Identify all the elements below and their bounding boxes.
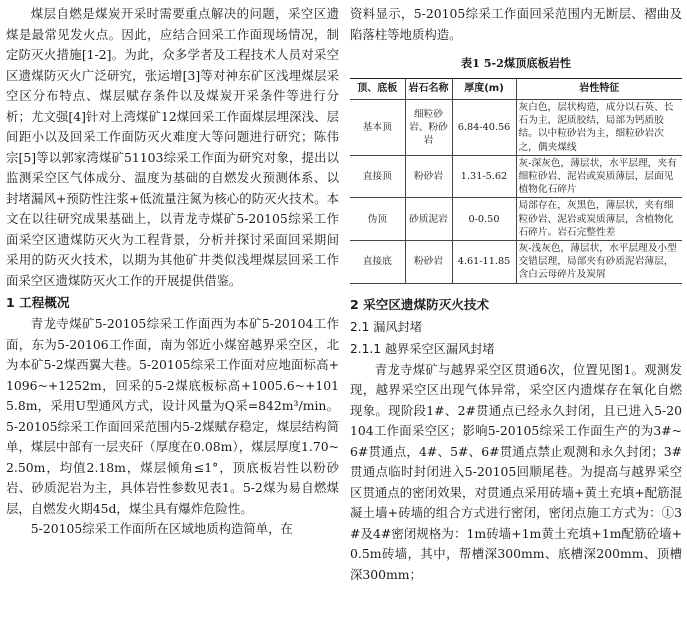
rock-property-table xyxy=(350,78,682,284)
section-2-1-heading: 2.1 漏风封堵 xyxy=(350,319,423,334)
table-row xyxy=(350,155,682,198)
table-cell-layer: 直接顶 xyxy=(350,155,405,198)
table-header-row xyxy=(350,79,682,100)
left-column xyxy=(6,4,339,540)
right-column xyxy=(350,4,682,585)
table-cell-thickness: 6.84-40.56 xyxy=(452,100,516,156)
section-2-1-1-paragraph: 青龙寺煤矿与越界采空区贯通6次，位置见图1。观测发现，越界采空区出现气体异常，采空区内遗煤存在氧化自燃现象。现阶段1#、2#贯通点已经永久封闭，且已进入5-20104工作面采空区；影响5-20105综采工作面生产的为3#~6#贯通点，4#、5#、6#贯通点禁止观测和永久封闭；3#贯通点临时封闭进入5-20105回顺尾巷。为提高与越界采空区贯通点的密闭效果，对贯通点采用砖墙+黄土充填+配筋混凝土墙+砖墙的组合方式进行密闭，密闭点施工方式为：①3#及4#密闭规格为：1m砖墙+1m黄土充填+1m配筋砼墙+0.5m砖墙，其中，帮槽深300mm、底槽深200mm、顶槽深300mm； xyxy=(350,361,682,582)
table-cell-feature: 局部存在，灰黑色，薄层状，夹有细粒砂岩、泥岩或炭质薄层，含植物化石碎片。岩石完整性差 xyxy=(516,198,682,241)
table-caption: 表1 5-2煤顶底板岩性 xyxy=(460,56,572,70)
table-header-cell: 岩性特征 xyxy=(516,79,682,100)
table-header-cell: 厚度(m) xyxy=(452,79,516,100)
table-header-cell: 岩石名称 xyxy=(405,79,452,100)
section-1-paragraph: 青龙寺煤矿5-20105综采工作面西为本矿5-20104工作面，东为5-20106工作面，南为邻近小煤窑越界采空区，北为本矿5-2煤西翼大巷。5-20105综采工作面对应地面标高+1096~+1252m，回采的5-2煤底板标高+1005.6~+1015.8m，采用U型通风方式，设计风量为Q采=842m³/min。5-20105综采工作面回采范围内5-2煤赋存稳定，煤层结构简单，煤层中部有一层夹矸（厚度在0.08m），煤层厚度1.70~2.50m，均值2.18m，煤层倾角≤1°，顶底板岩性以粉砂岩、砂质泥岩为主，具体岩性参数见表1。5-2煤为易自燃煤层，自燃发火期45d，煤尘具有爆炸危险性。 xyxy=(6,316,339,516)
table-row xyxy=(350,198,682,241)
table-cell-thickness: 0-0.50 xyxy=(452,198,516,241)
rock-property-table-wrapper xyxy=(350,78,682,284)
table-cell-rock: 砂质泥岩 xyxy=(405,198,452,241)
section-1-heading: 1 工程概况 xyxy=(6,295,70,310)
table-row xyxy=(350,241,682,284)
right-top-paragraph: 资料显示，5-20105综采工作面回采范围内无断层、褶曲及陷落柱等地质构造。 xyxy=(350,6,682,42)
intro-paragraph: 煤层自燃是煤炭开采时需要重点解决的问题，采空区遗煤是最常见发火点。因此，应结合回采工作面现场情况，制定防灭火措施[1-2]。为此，众多学者及工程技术人员对采空区遗煤防灭火广泛研究，张运增[3]等对神东矿区浅埋煤层采空区分布特点、煤层赋存条件以及煤炭开采条件等进行分析；尤文强[4]针对上湾煤矿12煤回采工作面煤层埋深浅、层间距小以及回采工作面防灭火难度大等问题进行研究；陈伟宗[5]等以郭家湾煤矿51103综采工作面为研究对象，提出以监测采空区气体成分、温度为基础的自燃发火预测体系、以封堵漏风+预防性注浆+低流量注氮为核心的防灭火技术。本文在以往研究成果基础上，以青龙寺煤矿5-20105综采工作面采空区遗煤防灭火为工程背景，分析并探讨采面回采期间采用的防灭火技术，以期为其他矿井类似浅埋煤层回采工作面采空区遗煤防灭火工作的开展提供借鉴。 xyxy=(6,6,339,288)
section-2-1-1-heading: 2.1.1 越界采空区漏风封堵 xyxy=(350,341,495,356)
table-cell-rock: 粉砂岩 xyxy=(405,241,452,284)
table-cell-rock: 粉砂岩 xyxy=(405,155,452,198)
table-row xyxy=(350,100,682,156)
table-cell-layer: 伪顶 xyxy=(350,198,405,241)
table-cell-thickness: 4.61-11.85 xyxy=(452,241,516,284)
table-cell-rock: 细粒砂岩、粉砂岩 xyxy=(405,100,452,156)
table-header-cell: 顶、底板 xyxy=(350,79,405,100)
table-cell-thickness: 1.31-5.62 xyxy=(452,155,516,198)
table-cell-feature: 灰-浅灰色，薄层状，水平层理及小型交错层理，局部夹有砂质泥岩薄层，含白云母碎片及炭屑 xyxy=(516,241,682,284)
table-cell-feature: 灰-深灰色，薄层状，水平层理，夹有细粒砂岩、泥岩或炭质薄层，层面见植物化石碎片 xyxy=(516,155,682,198)
table-cell-feature: 灰白色，层状构造，成分以石英、长石为主，泥质胶结，局部为钙质胶结。以中粒砂岩为主，细粒砂岩次之，偶夹煤线 xyxy=(516,100,682,156)
table-cell-layer: 基本顶 xyxy=(350,100,405,156)
section-2-heading: 2 采空区遗煤防灭火技术 xyxy=(350,296,490,312)
table-cell-layer: 直接底 xyxy=(350,241,405,284)
section-1-paragraph-continued: 5-20105综采工作面所在区域地质构造简单，在 xyxy=(30,521,293,536)
